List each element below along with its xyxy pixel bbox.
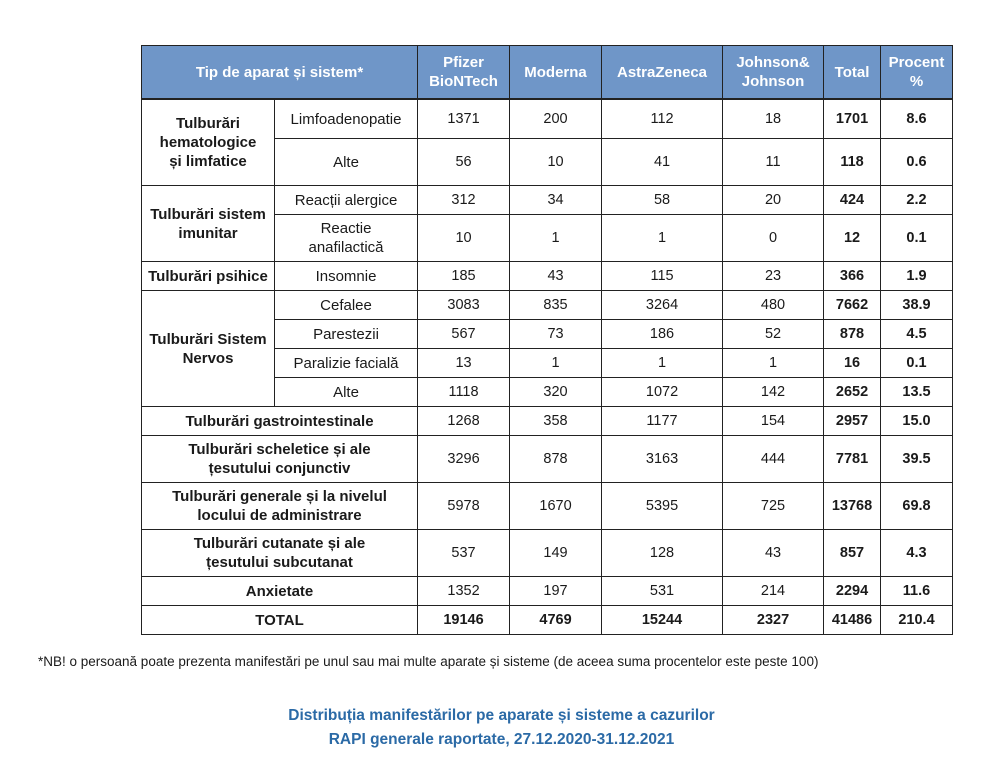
cell-total: 2652 — [824, 378, 881, 407]
cell-johnson: 20 — [723, 186, 824, 215]
cell-johnson: 1 — [723, 349, 824, 378]
cell-total: 12 — [824, 215, 881, 262]
group-psihice: Tulburări psihice — [142, 262, 275, 291]
cell-astrazeneca: 41 — [602, 139, 723, 186]
cell-total: 7662 — [824, 291, 881, 320]
cell-moderna: 149 — [510, 530, 602, 577]
group-nervos: Tulburări Sistem Nervos — [142, 291, 275, 407]
cell-astrazeneca: 5395 — [602, 483, 723, 530]
cell-pfizer: 537 — [418, 530, 510, 577]
adverse-events-table — [141, 45, 953, 635]
cell-total: 878 — [824, 320, 881, 349]
cell-moderna: 4769 — [510, 606, 602, 635]
cell-johnson: 43 — [723, 530, 824, 577]
cell-astrazeneca: 1072 — [602, 378, 723, 407]
cell-procent: 13.5 — [881, 378, 953, 407]
cell-total: 118 — [824, 139, 881, 186]
cell-total: 424 — [824, 186, 881, 215]
cell-moderna: 34 — [510, 186, 602, 215]
group-imunitar: Tulburări sistem imunitar — [142, 186, 275, 262]
subcategory-cell: Alte — [275, 139, 418, 186]
cell-moderna: 73 — [510, 320, 602, 349]
table-row — [142, 99, 953, 139]
category-cutanate: Tulburări cutanate și ale țesutului subcutanat — [142, 530, 418, 577]
cell-astrazeneca: 128 — [602, 530, 723, 577]
subcategory-cell: Paralizie facială — [275, 349, 418, 378]
header-moderna: Moderna — [510, 46, 602, 100]
cell-procent: 8.6 — [881, 99, 953, 139]
cell-procent: 210.4 — [881, 606, 953, 635]
subcategory-cell: Insomnie — [275, 262, 418, 291]
cell-pfizer: 312 — [418, 186, 510, 215]
table-row — [142, 291, 953, 320]
subcategory-cell: Reactie anafilactică — [275, 215, 418, 262]
cell-moderna: 1670 — [510, 483, 602, 530]
header-total: Total — [824, 46, 881, 100]
header-johnson: Johnson& Johnson — [723, 46, 824, 100]
cell-procent: 15.0 — [881, 407, 953, 436]
cell-pfizer: 5978 — [418, 483, 510, 530]
cell-astrazeneca: 58 — [602, 186, 723, 215]
subcategory-cell: Limfoadenopatie — [275, 99, 418, 139]
cell-astrazeneca: 3264 — [602, 291, 723, 320]
cell-moderna: 200 — [510, 99, 602, 139]
cell-astrazeneca: 1 — [602, 349, 723, 378]
cell-johnson: 725 — [723, 483, 824, 530]
subcategory-cell: Alte — [275, 378, 418, 407]
category-generale: Tulburări generale și la nivelul locului de administrare — [142, 483, 418, 530]
cell-johnson: 52 — [723, 320, 824, 349]
cell-total: 366 — [824, 262, 881, 291]
category-scheletice: Tulburări scheletice și ale țesutului conjunctiv — [142, 436, 418, 483]
table-caption — [0, 704, 1003, 752]
cell-moderna: 878 — [510, 436, 602, 483]
cell-moderna: 197 — [510, 577, 602, 606]
total-row — [142, 606, 953, 635]
cell-astrazeneca: 531 — [602, 577, 723, 606]
cell-total: 1701 — [824, 99, 881, 139]
cell-pfizer: 19146 — [418, 606, 510, 635]
header-tip: Tip de aparat și sistem* — [142, 46, 418, 100]
cell-johnson: 2327 — [723, 606, 824, 635]
cell-johnson: 0 — [723, 215, 824, 262]
table-row — [142, 577, 953, 606]
cell-procent: 38.9 — [881, 291, 953, 320]
table-row — [142, 436, 953, 483]
category-gastrointestinale: Tulburări gastrointestinale — [142, 407, 418, 436]
cell-pfizer: 13 — [418, 349, 510, 378]
table-row — [142, 530, 953, 577]
cell-procent: 39.5 — [881, 436, 953, 483]
header-procent: Procent % — [881, 46, 953, 100]
cell-astrazeneca: 1177 — [602, 407, 723, 436]
cell-johnson: 23 — [723, 262, 824, 291]
cell-total: 2294 — [824, 577, 881, 606]
cell-procent: 4.5 — [881, 320, 953, 349]
cell-total: 16 — [824, 349, 881, 378]
cell-procent: 0.1 — [881, 215, 953, 262]
cell-johnson: 11 — [723, 139, 824, 186]
cell-pfizer: 185 — [418, 262, 510, 291]
cell-astrazeneca: 3163 — [602, 436, 723, 483]
header-pfizer: Pfizer BioNTech — [418, 46, 510, 100]
subcategory-cell: Parestezii — [275, 320, 418, 349]
cell-moderna: 1 — [510, 349, 602, 378]
cell-moderna: 358 — [510, 407, 602, 436]
cell-pfizer: 56 — [418, 139, 510, 186]
total-label: TOTAL — [142, 606, 418, 635]
caption-line-2: RAPI generale raportate, 27.12.2020-31.12.2021 — [328, 731, 675, 748]
table-row — [142, 483, 953, 530]
cell-astrazeneca: 186 — [602, 320, 723, 349]
cell-pfizer: 1268 — [418, 407, 510, 436]
caption-line-1: Distribuția manifestărilor pe aparate și sisteme a cazurilor — [288, 707, 715, 724]
cell-procent: 1.9 — [881, 262, 953, 291]
category-anxietate: Anxietate — [142, 577, 418, 606]
cell-astrazeneca: 1 — [602, 215, 723, 262]
cell-johnson: 154 — [723, 407, 824, 436]
cell-pfizer: 567 — [418, 320, 510, 349]
cell-johnson: 142 — [723, 378, 824, 407]
cell-moderna: 835 — [510, 291, 602, 320]
cell-total: 41486 — [824, 606, 881, 635]
table-row — [142, 262, 953, 291]
cell-moderna: 320 — [510, 378, 602, 407]
table-row — [142, 407, 953, 436]
cell-total: 7781 — [824, 436, 881, 483]
cell-moderna: 10 — [510, 139, 602, 186]
cell-pfizer: 1371 — [418, 99, 510, 139]
subcategory-cell: Reacții alergice — [275, 186, 418, 215]
cell-pfizer: 3296 — [418, 436, 510, 483]
cell-astrazeneca: 115 — [602, 262, 723, 291]
header-astrazeneca: AstraZeneca — [602, 46, 723, 100]
cell-astrazeneca: 15244 — [602, 606, 723, 635]
footnote: *NB! o persoană poate prezenta manifestări pe unul sau mai multe aparate și sisteme (de aceea suma procentelor este peste 100) — [38, 654, 819, 669]
cell-procent: 2.2 — [881, 186, 953, 215]
cell-astrazeneca: 112 — [602, 99, 723, 139]
cell-total: 13768 — [824, 483, 881, 530]
subcategory-cell: Cefalee — [275, 291, 418, 320]
cell-procent: 0.6 — [881, 139, 953, 186]
group-hematologice: Tulburări hematologice și limfatice — [142, 99, 275, 186]
table-row — [142, 186, 953, 215]
cell-johnson: 480 — [723, 291, 824, 320]
cell-procent: 11.6 — [881, 577, 953, 606]
cell-johnson: 444 — [723, 436, 824, 483]
cell-pfizer: 3083 — [418, 291, 510, 320]
cell-pfizer: 1118 — [418, 378, 510, 407]
cell-moderna: 43 — [510, 262, 602, 291]
cell-procent: 4.3 — [881, 530, 953, 577]
cell-total: 857 — [824, 530, 881, 577]
table-header-row — [142, 46, 953, 100]
cell-pfizer: 10 — [418, 215, 510, 262]
cell-procent: 0.1 — [881, 349, 953, 378]
cell-moderna: 1 — [510, 215, 602, 262]
cell-total: 2957 — [824, 407, 881, 436]
cell-johnson: 18 — [723, 99, 824, 139]
cell-procent: 69.8 — [881, 483, 953, 530]
cell-pfizer: 1352 — [418, 577, 510, 606]
cell-johnson: 214 — [723, 577, 824, 606]
